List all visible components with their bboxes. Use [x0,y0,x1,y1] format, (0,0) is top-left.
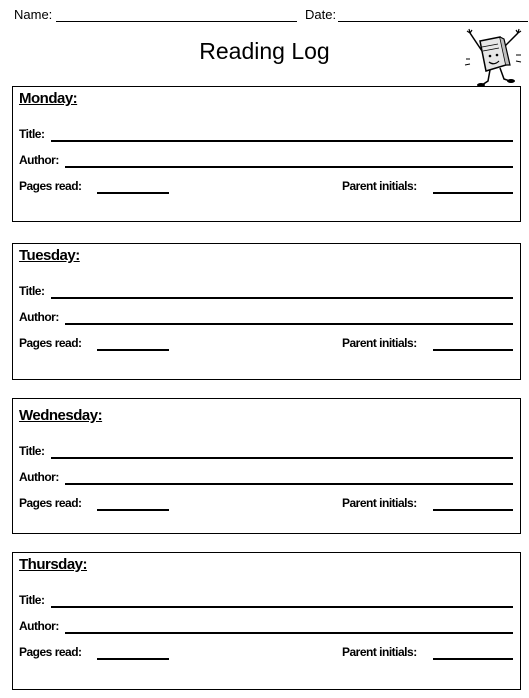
name-label: Name: [14,7,53,22]
pages-read-field-line[interactable] [97,509,169,511]
day-entry-wednesday [12,398,521,534]
title-label: Title: [19,593,45,607]
title-field-line[interactable] [51,140,513,142]
day-heading: Thursday: [19,556,88,573]
author-field-line[interactable] [65,166,513,168]
date-field-line[interactable] [338,21,528,22]
pages-read-label: Pages read: [19,645,82,659]
title-label: Title: [19,127,45,141]
author-label: Author: [19,619,59,633]
day-entry-thursday [12,552,521,690]
title-field-line[interactable] [51,297,513,299]
day-heading: Monday: [19,90,78,107]
author-field-line[interactable] [65,632,513,634]
day-entry-monday [12,86,521,222]
author-label: Author: [19,153,59,167]
pages-read-label: Pages read: [19,336,82,350]
parent-initials-label: Parent initials: [342,336,417,350]
dancing-book-icon [462,25,524,90]
page-title: Reading Log [199,38,330,64]
author-label: Author: [19,470,59,484]
pages-read-field-line[interactable] [97,349,169,351]
parent-initials-field-line[interactable] [433,192,513,194]
day-heading: Wednesday: [19,407,103,424]
parent-initials-field-line[interactable] [433,658,513,660]
parent-initials-label: Parent initials: [342,496,417,510]
title-label: Title: [19,444,45,458]
title-field-line[interactable] [51,457,513,459]
parent-initials-label: Parent initials: [342,645,417,659]
pages-read-label: Pages read: [19,179,82,193]
author-label: Author: [19,310,59,324]
date-label: Date: [305,7,337,22]
pages-read-label: Pages read: [19,496,82,510]
parent-initials-label: Parent initials: [342,179,417,193]
pages-read-field-line[interactable] [97,658,169,660]
title-field-line[interactable] [51,606,513,608]
title-label: Title: [19,284,45,298]
author-field-line[interactable] [65,323,513,325]
parent-initials-field-line[interactable] [433,349,513,351]
name-field-line[interactable] [56,21,297,22]
day-entry-tuesday [12,243,521,380]
parent-initials-field-line[interactable] [433,509,513,511]
day-heading: Tuesday: [19,247,80,264]
author-field-line[interactable] [65,483,513,485]
pages-read-field-line[interactable] [97,192,169,194]
